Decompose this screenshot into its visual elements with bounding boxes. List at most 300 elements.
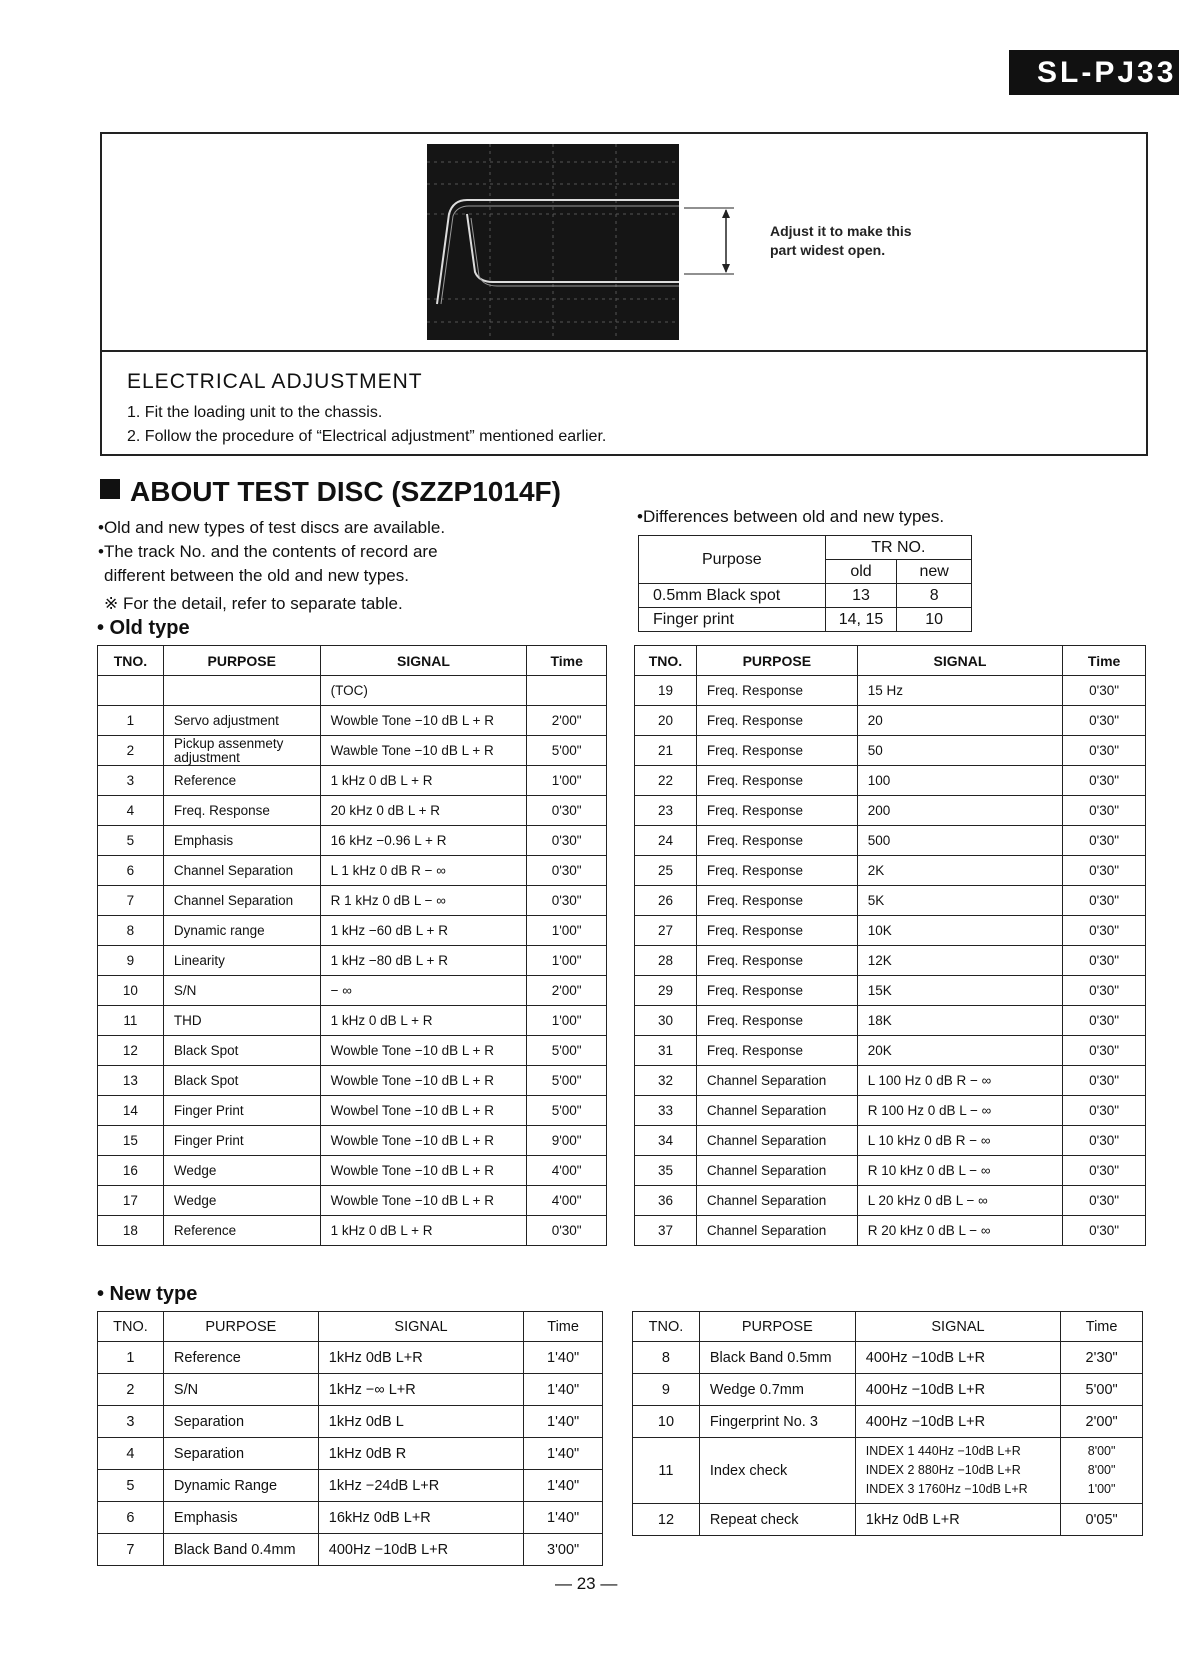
cell-time: 0'30" [1063,1006,1146,1036]
table-row [98,1156,607,1186]
table-row [635,1006,1146,1036]
old-type-table-right [634,645,1146,1246]
adjustment-box [100,132,1148,456]
cell-tno: 12 [98,1036,164,1066]
cell-purpose: Emphasis [163,826,320,856]
header-purpose: Purpose [639,536,826,584]
cell-signal: Wowble Tone −10 dB L + R [320,1156,527,1186]
section-title-text: ABOUT TEST DISC (SZZP1014F) [130,476,561,507]
header-signal: SIGNAL [857,646,1062,676]
cell-time: 8'00" 8'00" 1'00" [1061,1438,1143,1504]
cell-signal: INDEX 1 440Hz −10dB L+R INDEX 2 880Hz −10dB L+R INDEX 3 1760Hz −10dB L+R [855,1438,1060,1504]
cell-purpose: Freq. Response [696,916,857,946]
square-bullet-icon [100,479,120,499]
cell-time: 1'40" [524,1374,603,1406]
cell-tno: 29 [635,976,697,1006]
table-row [635,796,1146,826]
table-row [98,1342,603,1374]
cell-purpose: Wedge [163,1156,320,1186]
cell-signal: 400Hz −10dB L+R [855,1342,1060,1374]
cell-time: 0'05" [1061,1504,1143,1536]
electrical-adjustment-title: ELECTRICAL ADJUSTMENT [127,370,423,393]
cell-tno: 25 [635,856,697,886]
cell-signal: Wowble Tone −10 dB L + R [320,1126,527,1156]
cell-time: 3'00" [524,1534,603,1566]
cell-time: 0'30" [1063,796,1146,826]
cell-time: 5'00" [527,1036,607,1066]
table-row [633,1342,1143,1374]
cell-tno: 10 [98,976,164,1006]
table-row [633,1504,1143,1536]
cell-tno: 9 [98,946,164,976]
cell-signal: 1kHz 0dB L+R [855,1504,1060,1536]
cell-signal: 15K [857,976,1062,1006]
cell-purpose: Channel Separation [163,856,320,886]
header-tr-no: TR NO. [825,536,971,560]
cell-time: 0'30" [1063,676,1146,706]
table-row [98,946,607,976]
cell-tno: 26 [635,886,697,916]
table-row [98,1126,607,1156]
table-row [98,1438,603,1470]
cell-signal: 400Hz −10dB L+R [855,1374,1060,1406]
new-type-label: • New type [97,1283,198,1305]
cell-time: 2'30" [1061,1342,1143,1374]
header-tno: TNO. [98,646,164,676]
header-old: old [825,560,897,584]
table-row [635,946,1146,976]
cell-time: 4'00" [527,1156,607,1186]
header-new: new [897,560,972,584]
table-row [635,736,1146,766]
header-time: Time [524,1312,603,1342]
cell-purpose: Channel Separation [696,1186,857,1216]
model-tag: SL-PJ33 [1009,50,1179,95]
cell-tno: 9 [633,1374,700,1406]
cell-purpose: Black Band 0.5mm [699,1342,855,1374]
oscilloscope-image [427,144,679,340]
cell-signal: 20 kHz 0 dB L + R [320,796,527,826]
cell-purpose: S/N [163,976,320,1006]
cell-purpose: Channel Separation [696,1096,857,1126]
table-row [635,1066,1146,1096]
cell-tno: 7 [98,1534,164,1566]
callout-text: Adjust it to make this part widest open. [770,223,912,258]
header-purpose: PURPOSE [699,1312,855,1342]
cell-tno: 13 [98,1066,164,1096]
cell-tno: 24 [635,826,697,856]
cell-purpose: Reference [163,766,320,796]
cell-signal: Wowbel Tone −10 dB L + R [320,1096,527,1126]
cell-signal: R 10 kHz 0 dB L − ∞ [857,1156,1062,1186]
cell-time: 2'00" [527,706,607,736]
header-time: Time [1061,1312,1143,1342]
new-type-table-left [97,1311,603,1566]
cell-signal: Wowble Tone −10 dB L + R [320,1066,527,1096]
cell-signal: 100 [857,766,1062,796]
table-row [98,1036,607,1066]
cell-signal: 400Hz −10dB L+R [855,1406,1060,1438]
cell-tno: 8 [633,1342,700,1374]
table-row [635,1216,1146,1246]
table-row [635,1156,1146,1186]
cell-purpose: Freq. Response [696,736,857,766]
table-row [98,1096,607,1126]
cell-time: 1'00" [527,916,607,946]
cell-signal: Wawble Tone −10 dB L + R [320,736,527,766]
table-header-row [635,646,1146,676]
cell-purpose: Servo adjustment [163,706,320,736]
table-row [98,1502,603,1534]
cell-tno: 8 [98,916,164,946]
cell-tno: 7 [98,886,164,916]
cell-tno: 11 [98,1006,164,1036]
cell-signal: Wowble Tone −10 dB L + R [320,706,527,736]
diff-new: 8 [897,584,972,608]
cell-purpose: Dynamic Range [163,1470,318,1502]
header-purpose: PURPOSE [696,646,857,676]
cell-tno: 15 [98,1126,164,1156]
cell-time: 1'00" [527,766,607,796]
cell-time: 4'00" [527,1186,607,1216]
header-signal: SIGNAL [318,1312,523,1342]
cell-time: 1'40" [524,1438,603,1470]
cell-tno: 6 [98,1502,164,1534]
cell-purpose: Freq. Response [696,1036,857,1066]
cell-signal: 16kHz 0dB L+R [318,1502,523,1534]
cell-signal: R 1 kHz 0 dB L − ∞ [320,886,527,916]
diff-old: 14, 15 [825,608,897,632]
cell-time: 5'00" [1061,1374,1143,1406]
table-row [635,1126,1146,1156]
page-number: — 23 — [555,1574,618,1593]
cell-time [527,676,607,706]
cell-purpose: Dynamic range [163,916,320,946]
differences-label: •Differences between old and new types. [637,507,945,526]
cell-signal: 1 kHz −60 dB L + R [320,916,527,946]
table-row [633,1406,1143,1438]
header-signal: SIGNAL [855,1312,1060,1342]
cell-purpose: Repeat check [699,1504,855,1536]
cell-tno: 20 [635,706,697,736]
cell-time: 0'30" [1063,706,1146,736]
table-row [98,1066,607,1096]
cell-time: 0'30" [1063,976,1146,1006]
differences-table [638,535,972,632]
cell-purpose: Freq. Response [696,826,857,856]
cell-time: 1'40" [524,1342,603,1374]
table-row [635,916,1146,946]
diff-old: 13 [825,584,897,608]
cell-tno: 3 [98,766,164,796]
cell-purpose: Finger Print [163,1126,320,1156]
cell-purpose: Freq. Response [696,676,857,706]
cell-signal: L 100 Hz 0 dB R − ∞ [857,1066,1062,1096]
cell-signal: 1kHz 0dB L [318,1406,523,1438]
table-row [635,886,1146,916]
diff-purpose: Finger print [639,608,826,632]
cell-purpose: Emphasis [163,1502,318,1534]
cell-signal: (TOC) [320,676,527,706]
cell-tno: 21 [635,736,697,766]
cell-time: 0'30" [1063,766,1146,796]
note-line: •Old and new types of test discs are available. [98,518,446,537]
cell-signal: − ∞ [320,976,527,1006]
cell-purpose [163,676,320,706]
cell-time: 1'40" [524,1502,603,1534]
cell-signal: 5K [857,886,1062,916]
cell-tno: 36 [635,1186,697,1216]
cell-signal: R 100 Hz 0 dB L − ∞ [857,1096,1062,1126]
cell-purpose: Freq. Response [696,886,857,916]
cell-tno: 23 [635,796,697,826]
table-row [98,1406,603,1438]
cell-signal: 16 kHz −0.96 L + R [320,826,527,856]
cell-tno: 4 [98,1438,164,1470]
note-line: different between the old and new types. [104,566,409,585]
cell-tno: 27 [635,916,697,946]
cell-purpose: Channel Separation [696,1156,857,1186]
section-title [100,476,561,508]
cell-signal: 1kHz −24dB L+R [318,1470,523,1502]
cell-time: 0'30" [1063,946,1146,976]
table-row [633,1438,1143,1504]
cell-purpose: Channel Separation [696,1066,857,1096]
cell-signal: 1 kHz −80 dB L + R [320,946,527,976]
cell-tno: 12 [633,1504,700,1536]
table-row [98,1216,607,1246]
cell-purpose: Black Spot [163,1066,320,1096]
table-row [635,1036,1146,1066]
table-header-row [98,1312,603,1342]
cell-purpose: Index check [699,1438,855,1504]
cell-purpose: Separation [163,1438,318,1470]
cell-purpose: S/N [163,1374,318,1406]
table-header-row [98,646,607,676]
cell-time: 0'30" [1063,736,1146,766]
cell-signal: 20K [857,1036,1062,1066]
cell-tno: 6 [98,856,164,886]
cell-tno: 30 [635,1006,697,1036]
cell-time: 0'30" [527,826,607,856]
table-row [98,856,607,886]
cell-tno: 16 [98,1156,164,1186]
cell-purpose: Reference [163,1216,320,1246]
cell-signal: 1 kHz 0 dB L + R [320,1006,527,1036]
cell-tno: 1 [98,1342,164,1374]
table-row [98,1186,607,1216]
table-row [635,856,1146,886]
table-row [98,1374,603,1406]
cell-tno: 37 [635,1216,697,1246]
cell-time: 5'00" [527,1096,607,1126]
cell-tno: 11 [633,1438,700,1504]
cell-tno: 28 [635,946,697,976]
cell-time: 0'30" [1063,1036,1146,1066]
table-row [98,1470,603,1502]
cell-purpose: Finger Print [163,1096,320,1126]
cell-tno: 22 [635,766,697,796]
cell-signal: 500 [857,826,1062,856]
cell-signal: 1kHz 0dB R [318,1438,523,1470]
cell-purpose: Wedge 0.7mm [699,1374,855,1406]
cell-time: 0'30" [1063,856,1146,886]
cell-tno: 31 [635,1036,697,1066]
cell-purpose: Freq. Response [696,766,857,796]
table-row [98,676,607,706]
cell-tno [98,676,164,706]
cell-purpose: Freq. Response [696,796,857,826]
cell-signal: L 1 kHz 0 dB R − ∞ [320,856,527,886]
cell-time: 2'00" [527,976,607,1006]
cell-signal: 1 kHz 0 dB L + R [320,766,527,796]
cell-signal: Wowble Tone −10 dB L + R [320,1186,527,1216]
cell-tno: 32 [635,1066,697,1096]
new-type-table-right [632,1311,1143,1536]
cell-time: 0'30" [1063,1126,1146,1156]
table-header-row [633,1312,1143,1342]
table-row [98,916,607,946]
cell-time: 0'30" [527,886,607,916]
cell-time: 0'30" [527,1216,607,1246]
cell-signal: 200 [857,796,1062,826]
cell-purpose: Freq. Response [696,1006,857,1036]
cell-signal: 1 kHz 0 dB L + R [320,1216,527,1246]
cell-tno: 34 [635,1126,697,1156]
cell-tno: 2 [98,736,164,766]
cell-tno: 17 [98,1186,164,1216]
cell-time: 0'30" [1063,1216,1146,1246]
table-row [98,766,607,796]
table-row [635,1096,1146,1126]
cell-purpose: Channel Separation [163,886,320,916]
table-row [635,976,1146,1006]
cell-time: 0'30" [1063,826,1146,856]
cell-time: 2'00" [1061,1406,1143,1438]
cell-purpose: Freq. Response [163,796,320,826]
cell-tno: 19 [635,676,697,706]
cell-purpose: Channel Separation [696,1126,857,1156]
cell-time: 5'00" [527,1066,607,1096]
cell-time: 0'30" [1063,1156,1146,1186]
cell-tno: 18 [98,1216,164,1246]
note-line: •The track No. and the contents of record are [98,542,438,561]
cell-time: 5'00" [527,736,607,766]
cell-purpose: Reference [163,1342,318,1374]
cell-tno: 1 [98,706,164,736]
cell-purpose: Separation [163,1406,318,1438]
cell-tno: 33 [635,1096,697,1126]
cell-tno: 4 [98,796,164,826]
cell-signal: L 10 kHz 0 dB R − ∞ [857,1126,1062,1156]
cell-purpose: Freq. Response [696,706,857,736]
cell-time: 1'40" [524,1470,603,1502]
cell-purpose: Freq. Response [696,946,857,976]
cell-signal: 20 [857,706,1062,736]
header-tno: TNO. [635,646,697,676]
header-time: Time [527,646,607,676]
table-row [635,766,1146,796]
cell-signal: 12K [857,946,1062,976]
cell-purpose: Fingerprint No. 3 [699,1406,855,1438]
cell-signal: 18K [857,1006,1062,1036]
diff-new: 10 [897,608,972,632]
cell-signal: Wowble Tone −10 dB L + R [320,1036,527,1066]
cell-signal: 400Hz −10dB L+R [318,1534,523,1566]
cell-purpose: Pickup assenmety adjustment [163,736,320,766]
cell-time: 1'00" [527,946,607,976]
cell-tno: 35 [635,1156,697,1186]
cell-signal: 2K [857,856,1062,886]
cell-purpose: Black Spot [163,1036,320,1066]
table-row [635,1186,1146,1216]
table-row [98,736,607,766]
table-row [98,976,607,1006]
cell-tno: 14 [98,1096,164,1126]
cell-tno: 3 [98,1406,164,1438]
cell-signal: 1kHz 0dB L+R [318,1342,523,1374]
cell-time: 9'00" [527,1126,607,1156]
cell-tno: 10 [633,1406,700,1438]
cell-time: 0'30" [1063,886,1146,916]
cell-signal: 10K [857,916,1062,946]
old-type-table-left [97,645,607,1246]
table-row [98,796,607,826]
cell-signal: R 20 kHz 0 dB L − ∞ [857,1216,1062,1246]
adjustment-step: 1. Fit the loading unit to the chassis. [127,404,383,421]
cell-tno: 2 [98,1374,164,1406]
cell-purpose: Freq. Response [696,976,857,1006]
cell-purpose: Wedge [163,1186,320,1216]
table-row [98,1534,603,1566]
header-tno: TNO. [98,1312,164,1342]
table-row [633,1374,1143,1406]
header-purpose: PURPOSE [163,1312,318,1342]
cell-purpose: Black Band 0.4mm [163,1534,318,1566]
cell-time: 1'40" [524,1406,603,1438]
diff-purpose: 0.5mm Black spot [639,584,826,608]
cell-signal: 50 [857,736,1062,766]
cell-signal: L 20 kHz 0 dB L − ∞ [857,1186,1062,1216]
table-row [635,706,1146,736]
cell-purpose: THD [163,1006,320,1036]
cell-purpose: Freq. Response [696,856,857,886]
cell-time: 1'00" [527,1006,607,1036]
divider [102,350,1146,352]
cell-tno: 5 [98,826,164,856]
note-line: ※ For the detail, refer to separate table. [104,594,403,613]
header-time: Time [1063,646,1146,676]
header-purpose: PURPOSE [163,646,320,676]
table-row [98,886,607,916]
cell-signal: 15 Hz [857,676,1062,706]
table-row [98,1006,607,1036]
cell-purpose: Linearity [163,946,320,976]
table-row [98,826,607,856]
cell-time: 0'30" [1063,1066,1146,1096]
header-tno: TNO. [633,1312,700,1342]
header-signal: SIGNAL [320,646,527,676]
table-row [635,826,1146,856]
cell-time: 0'30" [1063,916,1146,946]
table-row [635,676,1146,706]
table-row [98,706,607,736]
cell-signal: 1kHz −∞ L+R [318,1374,523,1406]
cell-tno: 5 [98,1470,164,1502]
cell-time: 0'30" [527,796,607,826]
cell-time: 0'30" [527,856,607,886]
old-type-label: • Old type [97,617,190,639]
